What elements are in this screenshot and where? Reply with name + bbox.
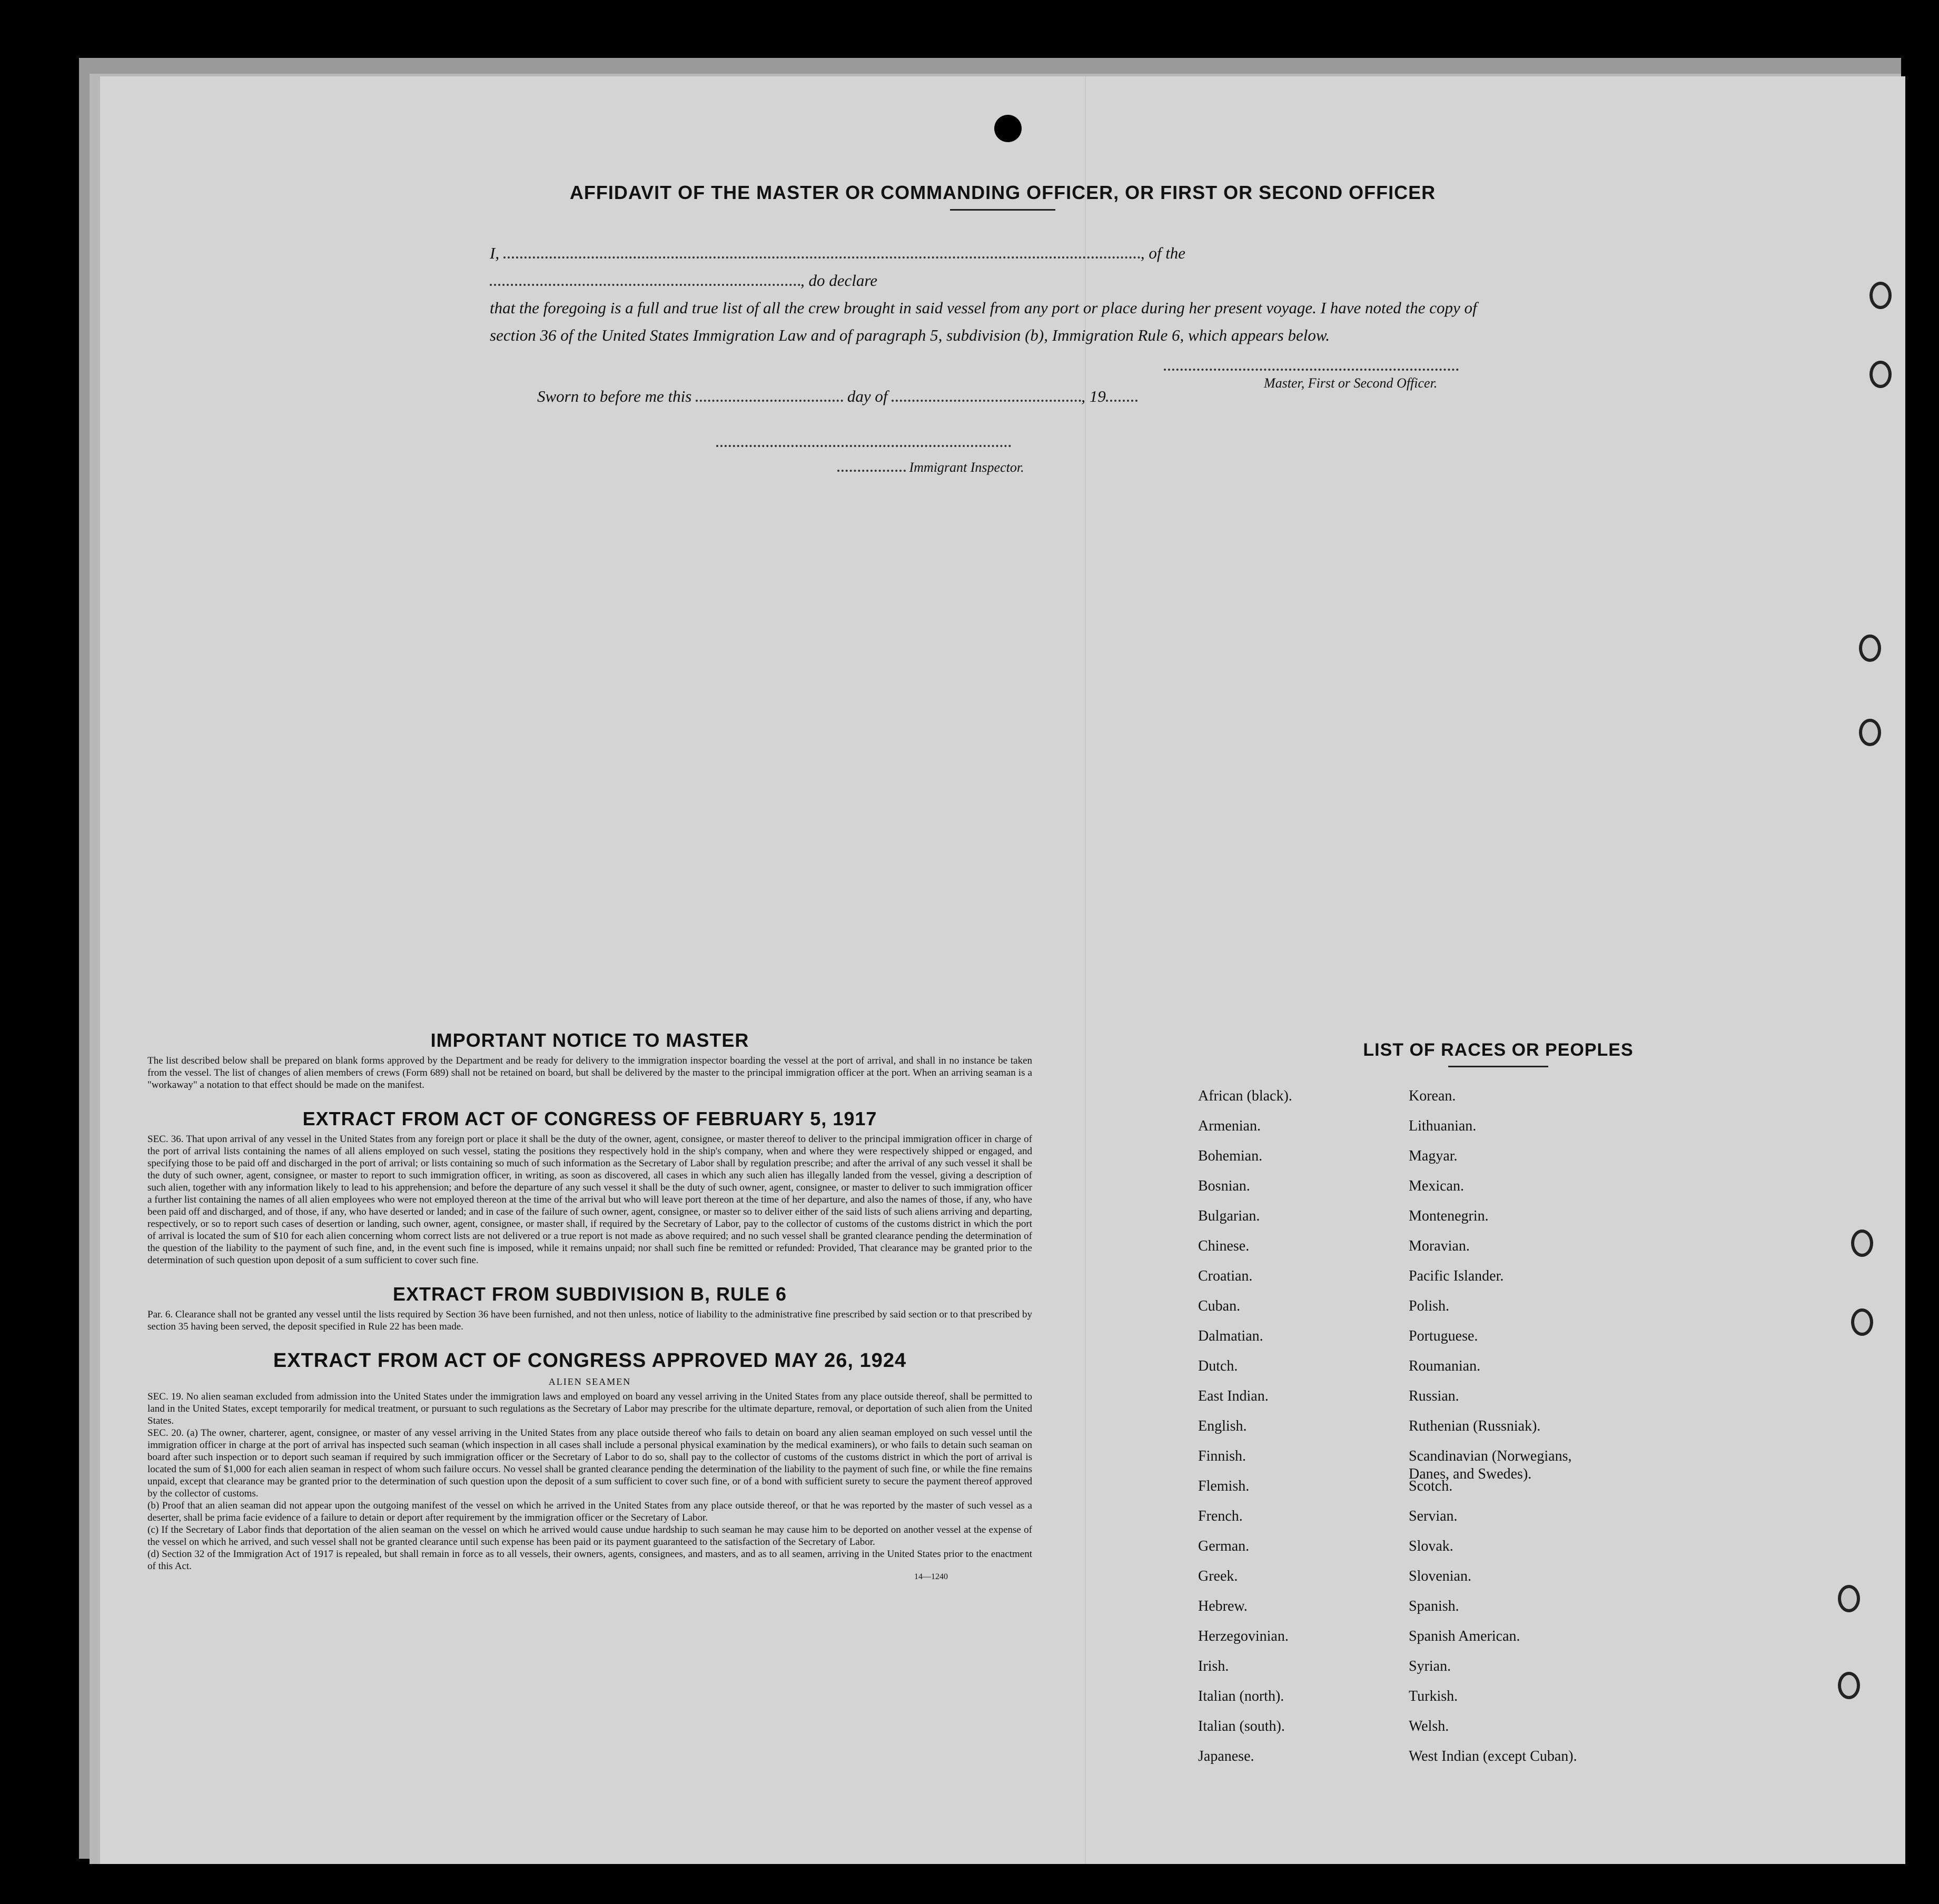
race-item: East Indian. (1198, 1388, 1269, 1404)
extract-rule6-title: EXTRACT FROM SUBDIVISION B, RULE 6 (392, 1283, 787, 1305)
sec20c-text: (c) If the Secretary of Labor finds that deportation of the alien seaman on the vessel on which he arrived would cause undue hardship to such seaman he may cause him to be deported on another vessel at the expense of the vessel on which he arrived, and such vessel shall not be granted clearance until such expense has been paid or its payment guaranteed to the satisfaction of the Secretary of Labor. (147, 1524, 1032, 1548)
sec19-text: SEC. 19. No alien seaman excluded from admission into the United States under the immigration laws and employed on board any vessel arriving in the United States from any place outside thereof, shall be permitted to land in the United States, except temporarily for medical treatment, or pursuant to such regulations as the Secretary of Labor may prescribe for the ultimate departure, removal, or deportation of such alien from the United States. (147, 1391, 1032, 1426)
vessel-blank (490, 280, 800, 286)
binder-ring (1851, 1308, 1873, 1336)
race-item: German. (1198, 1538, 1250, 1554)
inspector-blank (837, 465, 906, 472)
races-list (1198, 1087, 1793, 1778)
signature-caption: Master, First or Second Officer. (1264, 375, 1438, 391)
notice-text: The list described below shall be prepared on blank forms approved by the Department and be ready for delivery to the immigration inspector boarding the vessel at the port of arrival, and shall in no instance be taken from the vessel. The list of changes of alien members of crews (Form 689) shall not be retained on board, but shall be delivered by the master to the principal immigration officer at the port. When an arriving seaman is a "workaway" a notation to that effect should be made on the manifest. (147, 1055, 1032, 1090)
race-item: Mexican. (1409, 1178, 1464, 1194)
extract-rule6-section (147, 1283, 1032, 1305)
declaration-i: I, (490, 244, 500, 262)
race-item: Dalmatian. (1198, 1328, 1263, 1344)
race-item: African (black). (1198, 1088, 1292, 1104)
sworn-text: Sworn to before me this (537, 387, 692, 405)
race-item: Scotch. (1409, 1478, 1453, 1494)
races-title: LIST OF RACES OR PEOPLES (1363, 1040, 1634, 1060)
extract-1924-title: EXTRACT FROM ACT OF CONGRESS APPROVED MAY 26, 1924 (273, 1350, 907, 1372)
race-item: Spanish American. (1409, 1628, 1520, 1644)
race-item: Cuban. (1198, 1298, 1241, 1314)
form-number: 14—1240 (914, 1572, 948, 1581)
race-item: Irish. (1198, 1658, 1229, 1674)
race-item: Slovenian. (1409, 1568, 1471, 1584)
year-prefix: , 19 (1081, 387, 1106, 405)
race-item: Bosnian. (1198, 1178, 1250, 1194)
declaration-text: that the foregoing is a full and true list of all the crew brought in said vessel from any port or place during her present voyage. I have noted the copy of section 36 of the United States Immigration Law and of paragraph 5, subdivision (b), Immigration Rule 6, which appears below. (490, 299, 1477, 344)
law-extracts-column (147, 1029, 1032, 1582)
title-rule (950, 209, 1055, 211)
declaration-do-declare: , do declare (800, 271, 878, 290)
race-item: Armenian. (1198, 1118, 1261, 1134)
race-item: Welsh. (1409, 1718, 1449, 1734)
race-item: Lithuanian. (1409, 1118, 1477, 1134)
race-item: West Indian (except Cuban). (1409, 1748, 1577, 1764)
extract-1917-title: EXTRACT FROM ACT OF CONGRESS OF FEBRUARY 5, 1917 (302, 1108, 877, 1129)
race-item: Bulgarian. (1198, 1208, 1260, 1224)
race-item: Roumanian. (1409, 1358, 1481, 1374)
race-item: Ruthenian (Russniak). (1409, 1418, 1541, 1434)
race-item: French. (1198, 1508, 1243, 1524)
alien-seamen-subtitle: ALIEN SEAMEN (548, 1376, 631, 1387)
race-item: Syrian. (1409, 1658, 1451, 1674)
race-item: Pacific Islander. (1409, 1268, 1504, 1284)
race-item: Dutch. (1198, 1358, 1238, 1374)
declaration-line (490, 240, 1480, 294)
spacer (147, 1333, 1032, 1350)
race-item: Herzegovinian. (1198, 1628, 1289, 1644)
notice-section (147, 1029, 1032, 1052)
binder-ring (1859, 719, 1881, 746)
race-item: Slovak. (1409, 1538, 1453, 1554)
race-item: Polish. (1409, 1298, 1450, 1314)
punch-hole (994, 115, 1022, 142)
inspector-caption (837, 460, 1024, 475)
binder-ring (1838, 1585, 1860, 1612)
extract-1924-section (147, 1350, 1032, 1372)
race-item: Spanish. (1409, 1598, 1459, 1614)
binder-ring (1851, 1229, 1873, 1257)
spacer (147, 1266, 1032, 1283)
race-item: Flemish. (1198, 1478, 1250, 1494)
extract-rule6-text: Par. 6. Clearance shall not be granted any vessel until the lists required by Section 36 have been furnished, and not then unless, notice of liability to the administrative fine prescribed by said section or to that prescribed by section 35 having been served, the deposit specified in Rule 22 has been made. (147, 1309, 1032, 1332)
race-item: Servian. (1409, 1508, 1458, 1524)
race-item: English. (1198, 1418, 1247, 1434)
binder-ring (1869, 282, 1892, 309)
affidavit-body (490, 240, 1480, 349)
binder-ring (1859, 634, 1881, 662)
binder-ring (1869, 361, 1892, 388)
race-item: Russian. (1409, 1388, 1459, 1404)
sec20d-text: (d) Section 32 of the Immigration Act of 1917 is repealed, but shall remain in force as to all vessels, their owners, agents, consignees, and masters, and as to all seamen, arriving in the United States prior to the enactment of this Act. (147, 1549, 1032, 1572)
race-item: Greek. (1198, 1568, 1238, 1584)
month-blank (892, 395, 1081, 402)
extract-1917-text: SEC. 36. That upon arrival of any vessel in the United States from any foreign port or place it shall be the duty of the owner, agent, consignee, or master thereof to deliver to the principal immigration officer in charge of the port of arrival lists containing the names of all aliens employed on such vessel, stating the positions they respectively hold in the ship's company, when and where they were respectively shipped or engaged, and specifying those to be paid off and discharged in the port of arrival; or lists containing so much of such information as the Secretary of Labor shall by regulation prescribe; and after the arrival of any such vessel it shall be the duty of such owner, agent, consignee, or master to report to such immigration officer, in writing, as soon as discovered, all cases in which any such alien has illegally landed from the vessel, giving a description of such alien, together with any information likely to lead to his apprehension; and before the departure of any such vessel it shall be the duty of such owner, agent, consignee, or master to deliver to such immigration officer a further list containing the names of all alien employees who were not employed thereon at the time of the arrival but who will leave port thereon at the time of her departure, and also the names of those, if any, who have been paid off and discharged, and of those, if any, who have deserted or landed; and in case of the failure of such owner, agent, consignee, or master so to deliver either of the said lists of such aliens arriving and departing, respectively, or so to report such cases of desertion or landing, such owner, agent, consignee, or master shall, if required by the Secretary of Labor, pay to the collector of customs of the customs district in which the port of arrival is located the sum of $10 for each alien concerning whom correct lists are not delivered or a true report is not made as above required; and no such vessel shall be granted clearance pending the determination of the question of the liability to the payment of such fine, and, in the event such fine is imposed, while it remains unpaid; nor shall such fine be remitted or refunded: Provided, That clearance may be granted prior to the determination of such question upon deposit of a sum sufficient to cover such fine. (147, 1134, 1032, 1266)
race-item: Korean. (1409, 1088, 1456, 1104)
races-section (1216, 1040, 1780, 1067)
inspector-caption-text: Immigrant Inspector. (909, 460, 1024, 475)
race-item: Moravian. (1409, 1238, 1470, 1254)
race-item: Bohemian. (1198, 1148, 1263, 1164)
race-item: Montenegrin. (1409, 1208, 1489, 1224)
document-page (100, 76, 1905, 1864)
race-item: Italian (south). (1198, 1718, 1285, 1734)
race-item: Chinese. (1198, 1238, 1250, 1254)
race-item: Turkish. (1409, 1688, 1458, 1704)
sec20b-text: (b) Proof that an alien seaman did not appear upon the outgoing manifest of the vessel on which he arrived in the United States from any place outside thereof, or that he was reported by the master of such vessel as a deserter, shall be prima facie evidence of a failure to detain or deport after requirement by the immigration officer or the Secretary of Labor. (147, 1500, 1032, 1523)
race-item: Scandinavian (Norwegians, Danes, and Swedes). (1409, 1448, 1572, 1482)
race-item: Japanese. (1198, 1748, 1254, 1764)
binder-ring (1838, 1672, 1860, 1699)
notice-title: IMPORTANT NOTICE TO MASTER (430, 1029, 749, 1051)
race-item: Magyar. (1409, 1148, 1458, 1164)
race-item: Italian (north). (1198, 1688, 1284, 1704)
race-item: Portuguese. (1409, 1328, 1478, 1344)
year-blank (1106, 395, 1137, 402)
title-rule (1448, 1066, 1548, 1067)
extract-1917-section (147, 1108, 1032, 1130)
sworn-line (537, 387, 1137, 406)
inspector-signature-line (716, 445, 1011, 447)
race-item: Croatian. (1198, 1268, 1253, 1284)
signature-line (1164, 369, 1459, 371)
affidavit-title: AFFIDAVIT OF THE MASTER OR COMMANDING OFFICER, OR FIRST OR SECOND OFFICER (569, 182, 1436, 203)
name-blank (503, 252, 1141, 259)
spacer (147, 1091, 1032, 1108)
declaration-of-the: , of the (1140, 244, 1186, 262)
affidavit-section (100, 182, 1905, 211)
day-of-text: day of (847, 387, 888, 405)
race-item: Hebrew. (1198, 1598, 1248, 1614)
race-item: Finnish. (1198, 1448, 1246, 1464)
sec20a-text: SEC. 20. (a) The owner, charterer, agent, consignee, or master of any vessel arriving in the United States from any place outside thereof who fails to detain on board any alien seaman employed on such vessel until the immigration officer in charge at the port of arrival has inspected such seaman (which inspection in all cases shall include a personal physical examination by the medical examiners), or who fails to detain such seaman on board after such inspection or to deport such seaman if required by such immigration officer or the Secretary of Labor to do so, shall pay to the collector of customs of the customs district in which the port of arrival is located the sum of $1,000 for each alien seaman in respect of whom such failure occurs. No vessel shall be granted clearance pending the determination of the liability to the payment of such fine, or while the fine remains unpaid, except that clearance may be granted prior to the determination of such question upon the deposit of a sum sufficient to cover such fine, or of a bond with sufficient surety to secure the payment thereof approved by the collector of customs. (147, 1427, 1032, 1499)
day-blank (696, 395, 843, 402)
